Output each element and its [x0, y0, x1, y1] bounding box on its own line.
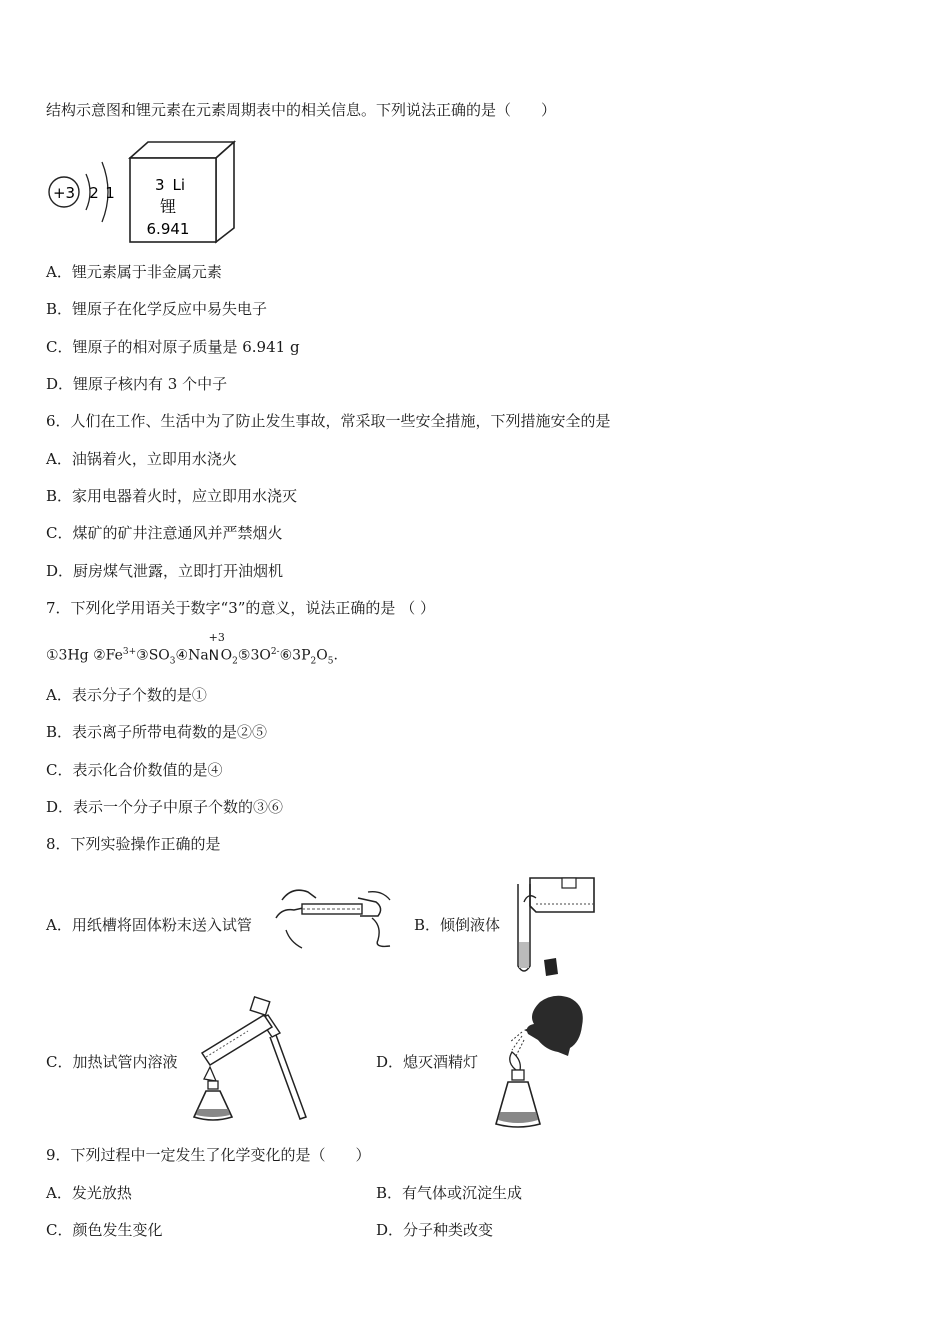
q5-option-b: B．锂原子在化学反应中易失电子 — [46, 300, 268, 318]
q7-option-c: C．表示化合价数值的是④ — [46, 761, 223, 779]
q8-option-a: A．用纸槽将固体粉末送入试管 — [46, 916, 252, 934]
q6-option-d: D．厨房煤气泄露，立即打开油烟机 — [46, 562, 284, 580]
element-mass: 6.941 — [146, 220, 190, 238]
element-name: 锂 — [159, 197, 177, 216]
q5-option-a: A．锂元素属于非金属元素 — [46, 263, 222, 281]
heating-test-tube-figure — [188, 995, 338, 1123]
q6-option-c: C．煤矿的矿井注意通风并严禁烟火 — [46, 524, 283, 542]
q7-formula-line: ①3Hg $②Fe^{3+}③SO_3④Na$ +3 N $O_2⑤3O^{2-}⑥3P_2O_5$. — [46, 630, 338, 667]
q8-stem: 8．下列实验操作正确的是 — [46, 835, 221, 853]
q7-option-b: B．表示离子所带电荷数的是②⑤ — [46, 723, 268, 741]
q5-option-d: D．锂原子核内有 3 个中子 — [46, 375, 228, 393]
element-symbol: Li — [172, 176, 186, 194]
q7-option-a: A．表示分子个数的是① — [46, 686, 207, 704]
q5-option-c: C．锂原子的相对原子质量是 6.941 g — [46, 338, 300, 356]
q8-option-d: D．熄灭酒精灯 — [376, 1053, 479, 1071]
q8-option-c: C．加热试管内溶液 — [46, 1053, 178, 1071]
blowing-lamp-figure — [488, 990, 592, 1130]
atom-nucleus-label: +3 — [52, 184, 76, 202]
q7-option-d: D．表示一个分子中原子个数的③⑥ — [46, 798, 284, 816]
periodic-table-cell — [128, 140, 238, 246]
intro-text: 结构示意图和锂元素在元素周期表中的相关信息。下列说法正确的是（ ） — [46, 101, 557, 119]
lithium-atom-diagram — [44, 150, 124, 236]
q9-option-a: A．发光放热 — [46, 1184, 132, 1202]
q6-option-a: A．油锅着火，立即用水浇火 — [46, 450, 237, 468]
q7-valence-n: +3 N — [208, 630, 225, 664]
paper-trough-figure — [272, 880, 400, 952]
atom-shell1-label: 2 — [89, 184, 99, 202]
q6-stem: 6．人们在工作、生活中为了防止发生事故，常采取一些安全措施，下列措施安全的是 — [46, 412, 611, 430]
q9-option-d: D．分子种类改变 — [376, 1221, 494, 1239]
q8-option-b: B．倾倒液体 — [414, 916, 501, 934]
element-number: 3 — [154, 176, 165, 194]
q9-option-b: B．有气体或沉淀生成 — [376, 1184, 523, 1202]
pouring-liquid-figure — [500, 870, 600, 980]
q6-option-b: B．家用电器着火时，应立即用水浇灭 — [46, 487, 298, 505]
q9-stem: 9．下列过程中一定发生了化学变化的是（ ） — [46, 1146, 371, 1164]
q7-stem: 7．下列化学用语关于数字“3”的意义，说法正确的是 （ ） — [46, 599, 435, 617]
q9-option-c: C．颜色发生变化 — [46, 1221, 163, 1239]
atom-shell2-label: 1 — [105, 184, 115, 202]
